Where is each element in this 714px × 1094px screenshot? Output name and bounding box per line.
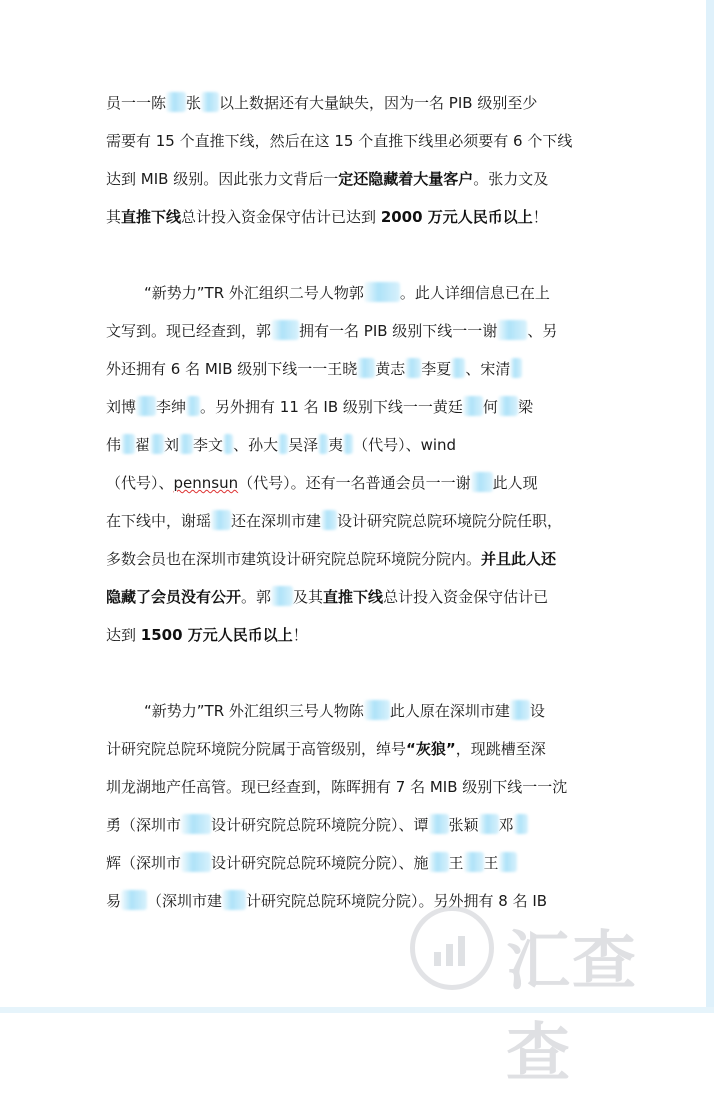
p2-line-3: 外还拥有 6 名 MIB 级别下线一一王晓 黄志 李夏 、宋清: [106, 350, 606, 388]
p3-line-6: 易 （深圳市建 计研究院总院环境院分院）。另外拥有 8 名 IB: [106, 882, 606, 920]
redaction-blur: [318, 434, 328, 454]
redaction-blur: [497, 320, 527, 340]
bar-chart-icon: [430, 930, 474, 970]
redaction-blur: [364, 282, 400, 302]
bold-nickname: “灰狼”: [406, 740, 456, 758]
page-edge-right: [706, 0, 714, 1013]
redaction-blur: [136, 396, 156, 416]
redaction-blur: [211, 510, 231, 530]
p2-line-6: （代号）、pennsun（代号）。还有一名普通会员一一谢 此人现: [106, 464, 606, 502]
redaction-blur: [271, 320, 299, 340]
redaction-blur: [464, 852, 484, 872]
redaction-blur: [181, 814, 211, 834]
redaction-blur: [405, 358, 421, 378]
p2-line-1: “新势力”TR 外汇组织二号人物郭 。此人详细信息已在上: [106, 274, 606, 312]
redaction-blur: [222, 890, 246, 910]
redaction-blur: [364, 700, 390, 720]
p2-line-9: 隐藏了会员没有公开。郭 及其直推下线总计投入资金保守估计已: [106, 578, 606, 616]
redaction-blur: [510, 700, 530, 720]
bold-amount-1500: 1500 万元人民币以上: [140, 626, 293, 644]
p2-line-7: 在下线中，谢瑶 还在深圳市建 设计研究院总院环境院分院任职，: [106, 502, 606, 540]
redaction-blur: [271, 586, 293, 606]
p1-line-1: 员一一陈 张 以上数据还有大量缺失，因为一名 PIB 级别至少: [106, 84, 606, 122]
watermark-logo: [410, 900, 700, 1091]
redaction-blur: [150, 434, 164, 454]
p3-line-5: 辉（深圳市 设计研究院总院环境院分院）、施 王 王: [106, 844, 606, 882]
bold-hidden-clients: 定还隐藏着大量客户: [338, 170, 474, 188]
paragraph-3: [106, 692, 606, 920]
redaction-blur: [181, 852, 211, 872]
redaction-blur: [201, 92, 219, 112]
redaction-blur: [343, 434, 353, 454]
watermark-text: 汇查查: [506, 925, 638, 1091]
document-body: [106, 84, 606, 958]
bold-amount-2000: 2000 万元人民币以上: [380, 208, 533, 226]
redaction-blur: [463, 396, 483, 416]
p1-line-4: 其直推下线总计投入资金保守估计已达到 2000 万元人民币以上！: [106, 208, 548, 226]
redaction-blur: [321, 510, 337, 530]
redaction-blur: [121, 434, 135, 454]
redaction-blur: [499, 852, 517, 872]
redaction-blur: [429, 852, 449, 872]
paragraph-1: [106, 84, 606, 236]
p3-line-3: 圳龙湖地产任高管。现已经查到，陈晖拥有 7 名 MIB 级别下线一一沈: [106, 778, 568, 796]
paragraph-2: [106, 274, 606, 654]
p1-line-3: 达到 MIB 级别。因此张力文背后一定还隐藏着大量客户。张力文及: [106, 170, 549, 188]
p3-line-4: 勇（深圳市 设计研究院总院环境院分院）、谭 张颖 邓: [106, 806, 606, 844]
redaction-blur: [278, 434, 288, 454]
p2-line-2: 文写到。现已经查到，郭 拥有一名 PIB 级别下线一一谢 、另: [106, 312, 606, 350]
p2-line-4: 刘博 李绅 。另外拥有 11 名 IB 级别下线一一黄廷 何 梁: [106, 388, 606, 426]
redaction-blur: [357, 358, 375, 378]
p3-line-1: “新势力”TR 外汇组织三号人物陈 此人原在深圳市建 设: [106, 692, 606, 730]
redaction-blur: [471, 472, 493, 492]
redaction-blur: [121, 890, 147, 910]
redaction-blur: [186, 396, 200, 416]
p2-line-10: 达到 1500 万元人民币以上！: [106, 626, 308, 644]
redaction-blur: [179, 434, 193, 454]
p2-line-5: 伟 翟 刘 李文 、孙大 吴泽 夷 （代号）、wind: [106, 426, 606, 464]
redaction-blur: [429, 814, 449, 834]
spellcheck-word-pennsun: pennsun: [173, 474, 239, 492]
redaction-blur: [479, 814, 499, 834]
redaction-blur: [223, 434, 233, 454]
redaction-blur: [510, 358, 522, 378]
redaction-blur: [498, 396, 518, 416]
p2-line-8: 多数会员也在深圳市建筑设计研究院总院环境院分院内。并且此人还: [106, 550, 557, 568]
p3-line-2: 计研究院总院环境院分院属于高管级别，绰号“灰狼”，现跳槽至深: [106, 740, 546, 758]
redaction-blur: [166, 92, 186, 112]
redaction-blur: [514, 814, 528, 834]
redaction-blur: [451, 358, 465, 378]
p1-line-2: 需要有 15 个直推下线，然后在这 15 个直推下线里必须要有 6 个下线: [106, 132, 573, 150]
